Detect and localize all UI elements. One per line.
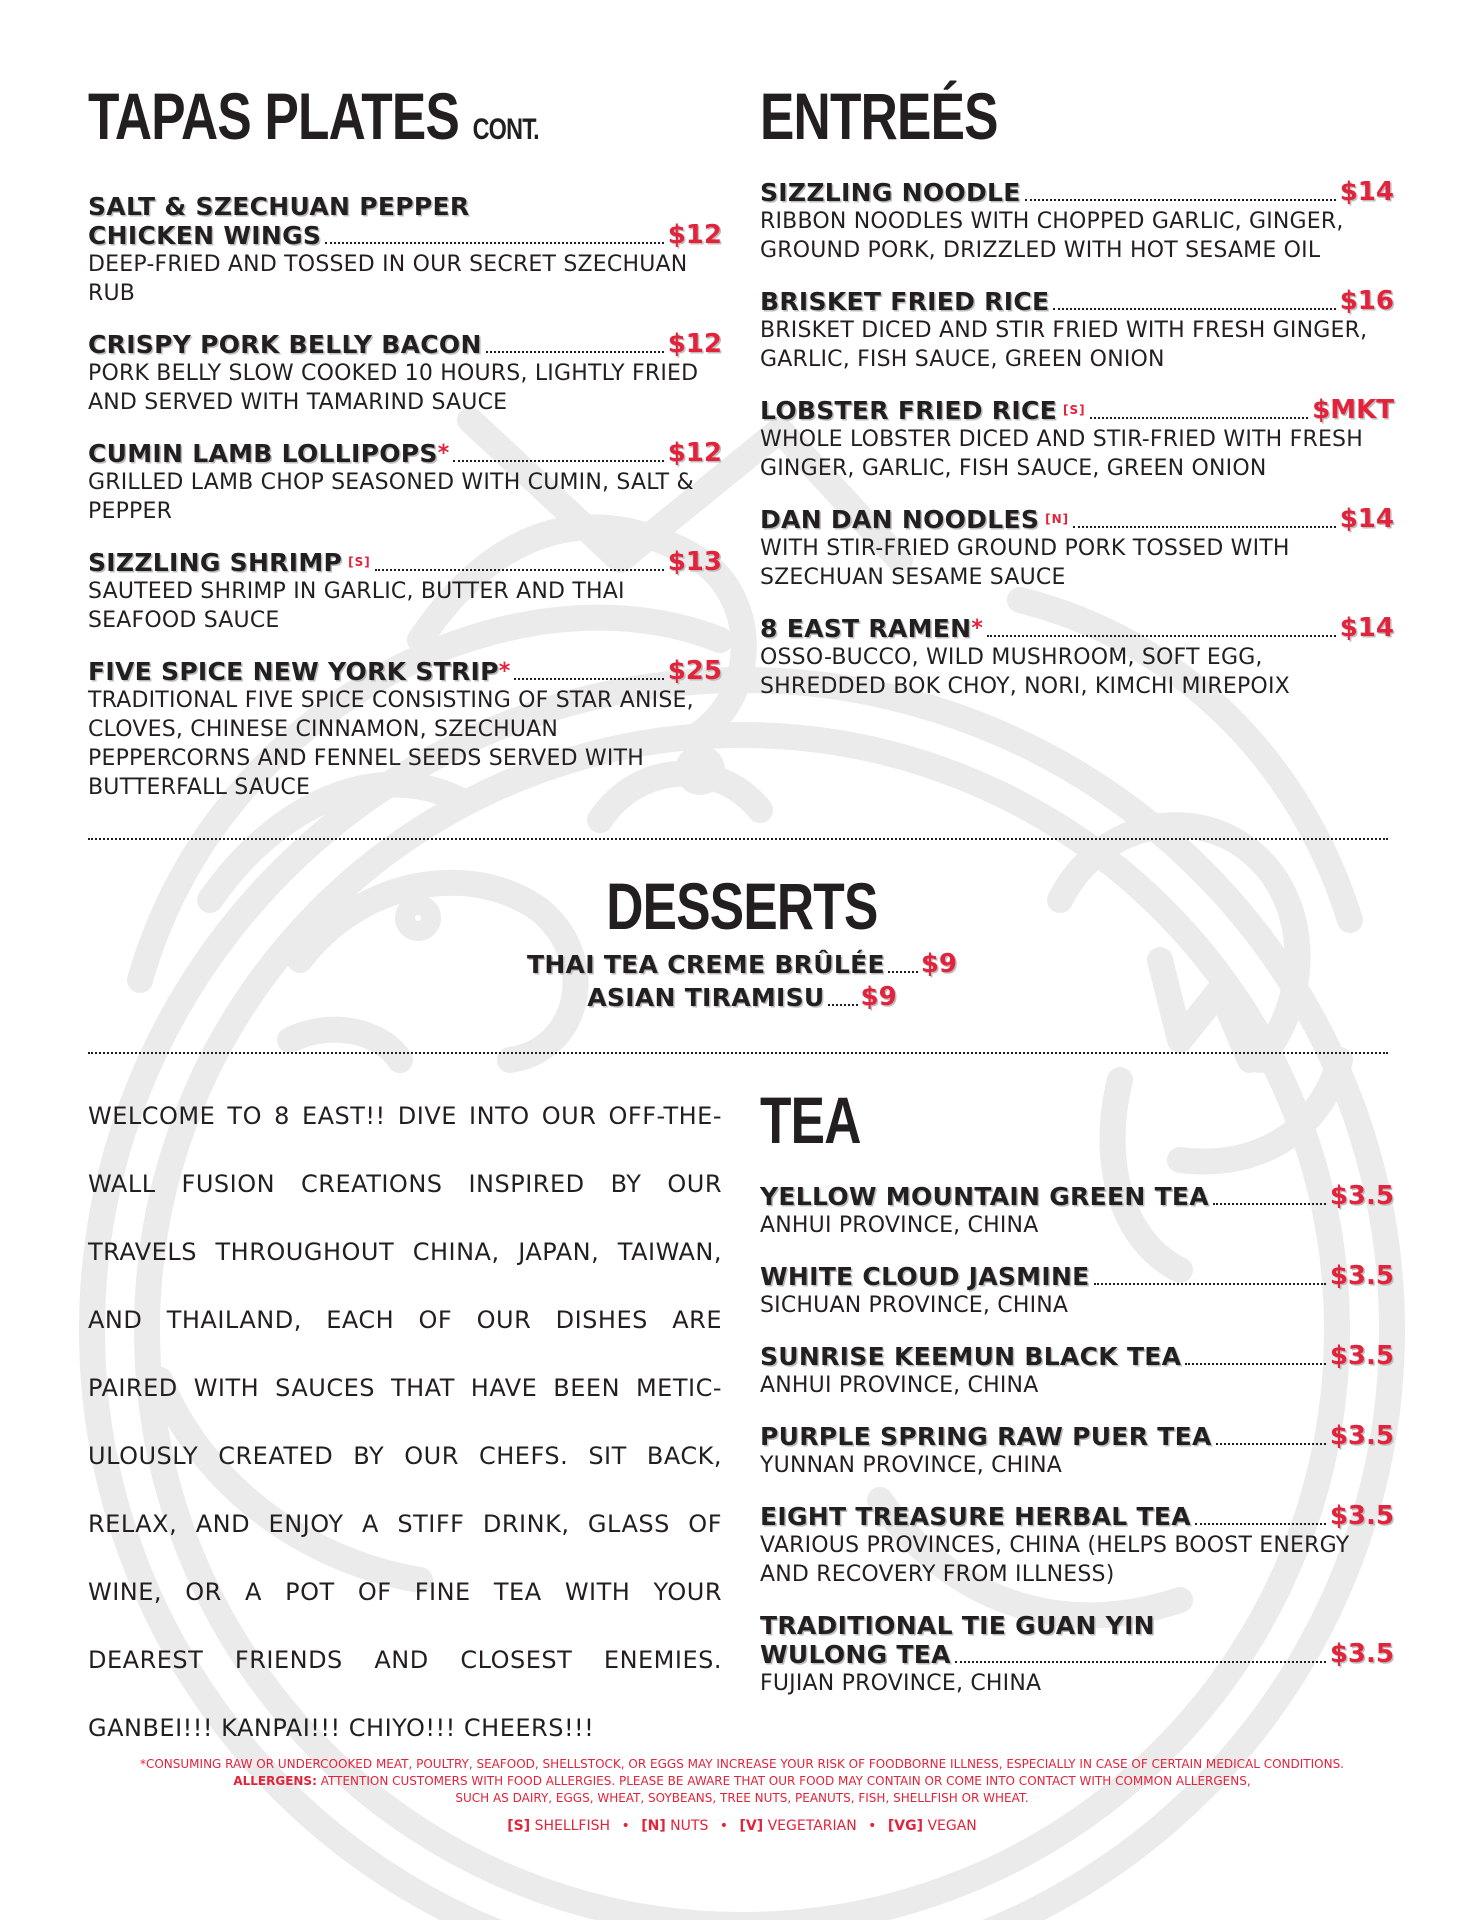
item-price: $MKT <box>1312 395 1394 425</box>
item-price: $3.5 <box>1329 1639 1394 1669</box>
raw-warning-star: * <box>971 616 983 641</box>
item-line <box>88 330 722 359</box>
item-name: SUNRISE KEEMUN BLACK TEA <box>760 1342 1182 1371</box>
legend-label: VEGAN <box>927 1818 977 1834</box>
item-name: ASIAN TIRAMISU <box>587 983 825 1012</box>
item-price: $14 <box>1339 613 1394 643</box>
menu-item <box>760 1502 1394 1589</box>
item-price: $9 <box>920 949 958 979</box>
item-name: LOBSTER FRIED RICE <box>760 396 1057 425</box>
dessert-item <box>0 950 1484 979</box>
legend-code: [N] <box>641 1818 666 1834</box>
item-line <box>760 1502 1394 1531</box>
legend-code: [S] <box>507 1818 531 1834</box>
item-line <box>760 178 1394 207</box>
legend-code: [V] <box>739 1818 764 1834</box>
legend-separator: • <box>621 1818 630 1834</box>
allergens-label: ALLERGENS: <box>233 1774 317 1788</box>
dot-leader <box>1094 1283 1326 1285</box>
item-description: ANHUI PROVINCE, CHINA <box>760 1213 1039 1238</box>
item-name: WHITE CLOUD JASMINE <box>760 1262 1090 1291</box>
menu-item <box>760 1422 1394 1480</box>
item-price: $3.5 <box>1329 1341 1394 1371</box>
tapas-title: TAPAS PLATES <box>88 79 460 153</box>
entrees-heading: ENTREÉS <box>760 79 998 153</box>
menu-item <box>760 1262 1394 1320</box>
desserts-heading: DESSERTS <box>606 869 878 943</box>
section-divider <box>88 838 1388 840</box>
menu-item <box>760 614 1394 701</box>
item-description: ANHUI PROVINCE, CHINA <box>760 1373 1039 1398</box>
legend-label: SHELLFISH <box>534 1818 611 1834</box>
menu-item <box>760 505 1394 592</box>
raw-food-warning: *CONSUMING RAW OR UNDERCOOKED MEAT, POULTRY, SEAFOOD, SHELLSTOCK, OR EGGS MAY INCREASE YOUR RISK OF FOODBORNE ILLNESS, ESPECIALLY IN CASE OF CERTAIN MEDICAL CONDITIONS. <box>139 1757 1344 1771</box>
item-name-line1: SALT & SZECHUAN PEPPER <box>88 192 470 221</box>
item-name: SIZZLING NOODLE <box>760 178 1021 207</box>
item-description: GRILLED LAMB CHOP SEASONED WITH CUMIN, SALT & PEPPER <box>88 470 694 524</box>
item-price: $9 <box>860 982 897 1012</box>
item-price: $16 <box>1339 286 1394 316</box>
item-description: VARIOUS PROVINCES, CHINA (HELPS BOOST ENERGY AND RECOVERY FROM ILLNESS) <box>760 1533 1350 1587</box>
entrees-section <box>760 76 1394 701</box>
item-price: $14 <box>1339 177 1394 207</box>
allergen-legend <box>0 1817 1484 1835</box>
item-name: EIGHT TREASURE HERBAL TEA <box>760 1502 1191 1531</box>
item-description: SAUTEED SHRIMP IN GARLIC, BUTTER AND THAI SEAFOOD SAUCE <box>88 579 625 633</box>
item-line <box>760 287 1394 316</box>
dot-leader <box>828 1004 858 1006</box>
allergen-tag: [S] <box>348 555 371 569</box>
menu-item <box>88 548 722 635</box>
menu-item <box>88 330 722 417</box>
dot-leader <box>1213 1203 1326 1205</box>
item-line <box>760 396 1394 425</box>
item-line <box>88 439 722 468</box>
item-description: WHOLE LOBSTER DICED AND STIR-FRIED WITH FRESH GINGER, GARLIC, FISH SAUCE, GREEN ONION <box>760 427 1363 481</box>
item-line <box>760 1640 1394 1669</box>
legend-separator: • <box>719 1818 729 1834</box>
item-price: $3.5 <box>1329 1421 1394 1451</box>
item-price: $13 <box>667 547 722 577</box>
item-description: OSSO-BUCCO, WILD MUSHROOM, SOFT EGG, SHREDDED BOK CHOY, NORI, KIMCHI MIREPOIX <box>760 645 1290 699</box>
item-line <box>760 1182 1394 1211</box>
item-name: CRISPY PORK BELLY BACON <box>88 330 482 359</box>
item-description: RIBBON NOODLES WITH CHOPPED GARLIC, GINGER, GROUND PORK, DRIZZLED WITH HOT SESAME OIL <box>760 209 1344 263</box>
dot-leader <box>486 351 664 353</box>
item-line <box>760 1422 1394 1451</box>
item-line <box>88 657 722 686</box>
footer-disclaimer <box>0 1756 1484 1835</box>
allergen-notice-line2: SUCH AS DAIRY, EGGS, WHEAT, SOYBEANS, TREE NUTS, PEANUTS, FISH, SHELLFISH OR WHEAT. <box>455 1791 1029 1805</box>
raw-warning-star: * <box>498 659 511 684</box>
tapas-title-suffix: CONT. <box>472 113 539 146</box>
item-name: THAI TEA CREME BRÛLÉE <box>526 950 885 979</box>
item-line <box>760 1262 1394 1291</box>
item-line <box>760 614 1394 643</box>
item-description: BRISKET DICED AND STIR FRIED WITH FRESH GINGER, GARLIC, FISH SAUCE, GREEN ONION <box>760 318 1368 372</box>
item-name: CUMIN LAMB LOLLIPOPS <box>88 439 438 468</box>
tapas-section <box>88 76 722 802</box>
item-price: $3.5 <box>1329 1501 1394 1531</box>
item-line <box>88 221 722 250</box>
dot-leader <box>955 1661 1326 1663</box>
item-name-line1: TRADITIONAL TIE GUAN YIN <box>760 1611 1155 1640</box>
dot-leader <box>1090 417 1309 419</box>
item-description: SICHUAN PROVINCE, CHINA <box>760 1293 1069 1318</box>
item-price: $25 <box>667 656 722 686</box>
dot-leader <box>888 971 918 973</box>
item-description: FUJIAN PROVINCE, CHINA <box>760 1671 1042 1696</box>
menu-item <box>88 192 722 308</box>
dot-leader <box>375 569 664 571</box>
dot-leader <box>453 460 663 462</box>
dot-leader <box>514 678 663 680</box>
item-name: BRISKET FRIED RICE <box>760 287 1050 316</box>
menu-item <box>760 178 1394 265</box>
item-price: $14 <box>1339 504 1394 534</box>
menu-item <box>760 1182 1394 1240</box>
legend-label: VEGETARIAN <box>767 1818 857 1834</box>
tea-section <box>760 1080 1394 1698</box>
desserts-section <box>0 866 1484 1012</box>
dot-leader <box>1053 308 1335 310</box>
tapas-heading <box>88 76 583 170</box>
item-description: PORK BELLY SLOW COOKED 10 HOURS, LIGHTLY FRIED AND SERVED WITH TAMARIND SAUCE <box>88 361 699 415</box>
item-name: PURPLE SPRING RAW PUER TEA <box>760 1422 1212 1451</box>
dot-leader <box>1195 1523 1326 1525</box>
dot-leader <box>1025 199 1336 201</box>
allergen-tag: [S] <box>1062 403 1086 417</box>
menu-item <box>760 1611 1394 1698</box>
dot-leader <box>325 242 663 244</box>
item-name: WULONG TEA <box>760 1640 951 1669</box>
item-name: 8 EAST RAMEN <box>760 614 972 643</box>
dot-leader <box>1073 526 1336 528</box>
item-price: $3.5 <box>1329 1181 1394 1211</box>
item-price: $12 <box>667 329 722 359</box>
allergen-notice <box>0 1773 1484 1790</box>
welcome-paragraph: WELCOME TO 8 EAST!! DIVE INTO OUR OFF-THE-WALL FUSION CREATIONS INSPIRED BY OUR TRAVELS THROUGHOUT CHINA, JAPAN, TAIWAN, AND THAILAND, EACH OF OUR DISHES ARE PAIRED WITH SAUCES THAT HAVE BEEN METIC-ULOUSLY CREATED BY OUR CHEFS. SIT BACK, RELAX, AND ENJOY A STIFF DRINK, GLASS OF WINE, OR A POT OF FINE TEA WITH YOUR DEAREST FRIENDS AND CLOSEST ENEMIES. GANBEI!!! KANPAI!!! CHIYO!!! CHEERS!!! <box>88 1102 722 1742</box>
item-price: $3.5 <box>1329 1261 1394 1291</box>
item-description: TRADITIONAL FIVE SPICE CONSISTING OF STAR ANISE, CLOVES, CHINESE CINNAMON, SZECHUAN PEPPERCORNS AND FENNEL SEEDS SERVED WITH BUTTERFALL SAUCE <box>88 688 694 800</box>
item-description: DEEP-FRIED AND TOSSED IN OUR SECRET SZECHUAN RUB <box>88 252 688 306</box>
dessert-item <box>0 983 1484 1012</box>
legend-code: [VG] <box>887 1818 923 1834</box>
menu-item <box>760 1342 1394 1400</box>
raw-warning-star: * <box>437 441 450 466</box>
menu-item <box>760 287 1394 374</box>
menu-item <box>88 657 722 802</box>
item-description: YUNNAN PROVINCE, CHINA <box>760 1453 1062 1478</box>
tea-heading: TEA <box>760 1083 861 1157</box>
item-line <box>760 1342 1394 1371</box>
section-divider <box>88 1052 1388 1054</box>
dot-leader <box>1216 1443 1326 1445</box>
legend-label: NUTS <box>670 1818 709 1834</box>
item-name: YELLOW MOUNTAIN GREEN TEA <box>760 1182 1209 1211</box>
menu-item <box>88 439 722 526</box>
legend-separator: • <box>868 1818 877 1834</box>
item-name: DAN DAN NOODLES <box>760 505 1040 534</box>
allergens-text: ATTENTION CUSTOMERS WITH FOOD ALLERGIES. PLEASE BE AWARE THAT OUR FOOD MAY CONTAIN OR COME INTO CONTACT WITH COMMON ALLERGENS, <box>320 1774 1251 1788</box>
item-name: SIZZLING SHRIMP <box>88 548 343 577</box>
item-line <box>88 548 722 577</box>
dot-leader <box>1185 1363 1326 1365</box>
dot-leader <box>987 635 1336 637</box>
item-price: $12 <box>667 220 722 250</box>
item-name: FIVE SPICE NEW YORK STRIP <box>88 657 499 686</box>
item-name: CHICKEN WINGS <box>88 221 322 250</box>
menu-item <box>760 396 1394 483</box>
item-description: WITH STIR-FRIED GROUND PORK TOSSED WITH SZECHUAN SESAME SAUCE <box>760 536 1290 590</box>
allergen-tag: [N] <box>1045 512 1070 526</box>
item-line <box>760 505 1394 534</box>
item-price: $12 <box>667 438 722 468</box>
